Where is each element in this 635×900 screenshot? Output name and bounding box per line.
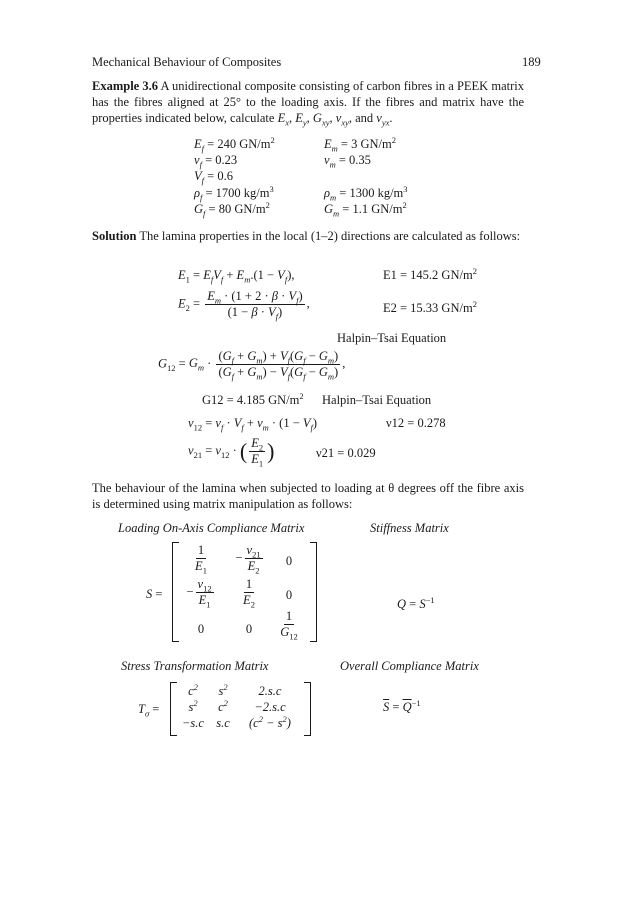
caption-overall-compliance: Overall Compliance Matrix: [340, 659, 479, 673]
prop-vm: = 0.35: [338, 153, 371, 167]
prop-em: = 3 GN/m: [340, 137, 392, 151]
eq-e2: $E_2$ = $\frac{E_m \cdot (1 + 2 \cdot \beta \cdot V_f)}{(1 - \beta \cdot V_f)}$ ,: [178, 289, 310, 322]
stiffness-eq: $Q = S^{-1}$: [397, 594, 435, 611]
result-e1: E1 = 145.2 $GN/m^2$: [383, 265, 477, 282]
prop-rhof: = 1700 kg/m: [205, 186, 270, 200]
prop-gm: = 1.1 GN/m: [342, 202, 403, 216]
solution-text: The lamina properties in the local (1–2) directions are calculated as follows:: [139, 229, 521, 243]
caption-compliance: Loading On-Axis Compliance Matrix: [118, 521, 305, 535]
result-v12: ν12 = 0.278: [386, 416, 446, 430]
eq-v21: $\nu_{21} = \nu_{12}$ · ( $\frac{E_2}{E_1}$ ): [188, 436, 275, 469]
prop-gf: = 80 GN/m: [208, 202, 266, 216]
example-block: Example 3.6 A unidirectional composite consisting of carbon fibres in a PEEK matrix has the fibres aligned at 25° to the loading axis. If the fibres and matrix have the properties indicated below, calculate $E_x$, $E_y$, $G_{xy}$, $\nu_{xy}$, and $\nu_{yx}$.: [92, 79, 524, 128]
running-title: Mechanical Behaviour of Composites: [92, 55, 282, 69]
result-v21: ν21 = 0.029: [316, 446, 376, 460]
result-e2: E2 = 15.33 $GN/m^2$: [383, 298, 477, 315]
prop-ef: = 240 GN/m: [207, 137, 271, 151]
compliance-matrix: S = $\frac{1}{E_1}$ − $\frac{\nu_{21}}{E_2}$ 0 − $\frac{\nu_{12}}{E_1}$ $\frac{1}{E_2}$ 0 0 0 $\frac{1}{G_{12}}$: [146, 542, 316, 642]
result-g12: G12 = 4.185 $GN/m^2$: [202, 390, 304, 407]
halpin-label-2: Halpin–Tsai Equation: [322, 393, 432, 407]
caption-stress-transform: Stress Transformation Matrix: [121, 659, 269, 673]
caption-stiffness: Stiffness Matrix: [370, 521, 449, 535]
overall-compliance-eq: $\overline{S} = \overline{Q}^{-1}$: [383, 697, 421, 714]
example-text: A unidirectional composite consisting of carbon fibres in a PEEK matrix has the fibres aligned at 25° to the loading axis. If the fibres and matrix have the properties indicated below, calculate: [92, 79, 524, 125]
solution-block: [92, 228, 524, 244]
behaviour-paragraph: The behaviour of the lamina when subjected to loading at θ degrees off the fibre axis is determined using matrix manipulation as follows:: [92, 481, 524, 511]
prop-rhom: = 1300 kg/m: [339, 186, 404, 200]
eq-g12: $G_{12} = G_m$ · $\frac{(G_f + G_m) + V_f(G_f - G_m)}{(G_f + G_m) - V_f(G_f - G_m)}$ ,: [158, 349, 346, 382]
eq-v12: $\nu_{12} = \nu_f \cdot V_f + \nu_m \cdot (1 - V_f)$: [188, 416, 318, 433]
stress-transformation-matrix: $T_\sigma$ = $c^2$ $s^2$ 2.s.c $s^2$ $c^2$ −2.s.c −s.c s.c $(c^2 - s^2)$: [138, 682, 318, 738]
example-label: Example 3.6: [92, 79, 159, 93]
page-number: 189: [522, 55, 541, 69]
solution-label: Solution: [92, 229, 137, 243]
eq-e1: $E_1 = E_fV_f + E_m.(1 - V_f)$,: [178, 268, 295, 285]
prop-vf: = 0.23: [205, 153, 238, 167]
halpin-label-1: Halpin–Tsai Equation: [337, 331, 447, 345]
prop-volfrac: = 0.6: [207, 169, 233, 183]
